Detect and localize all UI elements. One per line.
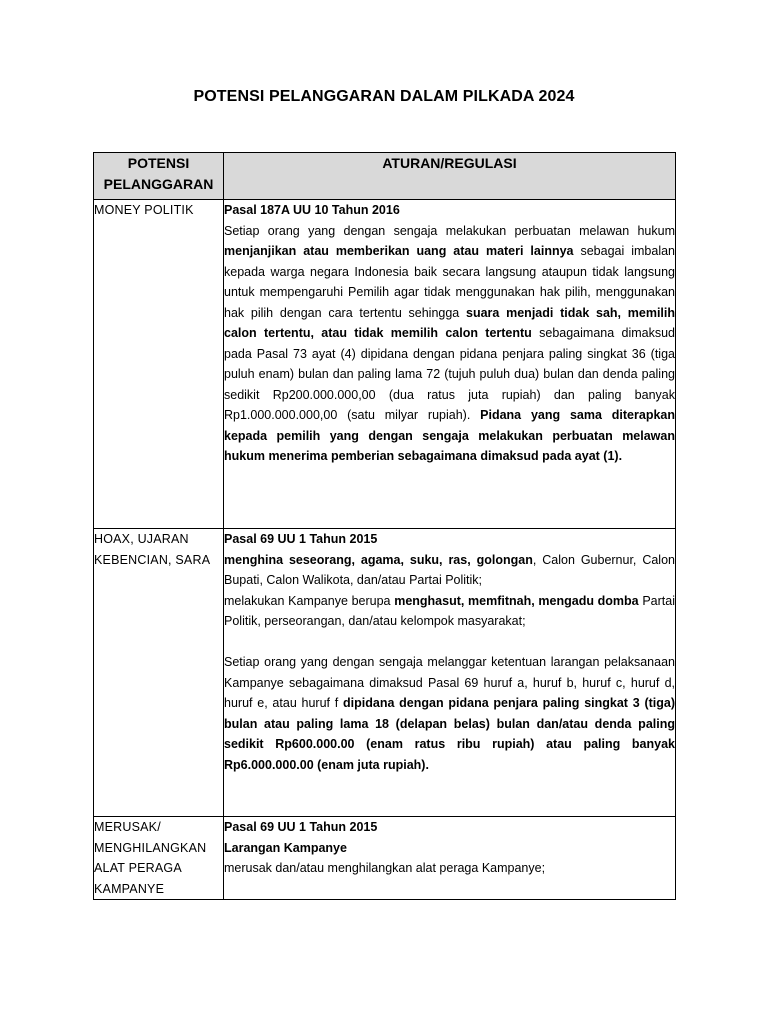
rule-text-segment: sebagai imbalan kepada warga negara Indonesia baik secara langsung ataupun tidak langsung untuk mempengaruhi Pemilih agar tidak menggunakan hak pilih, menggunakan hak pilih dengan cara tertentu sehingga [224,244,675,320]
row-category: MONEY POLITIK [94,200,224,529]
row-rule [224,200,676,529]
rule-paragraph [224,652,675,775]
header-potensi-pelanggaran [94,153,224,200]
rule-text-segment: Setiap orang yang dengan sengaja melanggar ketentuan larangan pelaksanaan Kampanye sebagaimana dimaksud Pasal 69 huruf a, huruf b, huruf c, huruf d, huruf e, atau huruf f [224,655,675,710]
regulation-table [93,152,676,900]
rule-text-segment: sebagaimana dimaksud pada Pasal 73 ayat (4) dipidana dengan pidana penjara paling singkat 36 (tiga puluh enam) bulan dan paling lama 72 (tujuh puluh dua) bulan dan denda paling sedikit Rp200.000.000,00 (dua ratus juta rupiah) dan paling banyak Rp1.000.000.000,00 (satu milyar rupiah). [224,326,675,422]
rule-paragraph [224,221,675,467]
table-header-row [94,153,676,200]
rule-paragraph [224,550,675,591]
row-category: HOAX, UJARAN KEBENCIAN, SARA [94,529,224,817]
table-row [94,817,676,900]
row-category: MERUSAK/ MENGHILANGKAN ALAT PERAGA KAMPANYE [94,817,224,900]
rule-text-segment: , Calon Gubernur, Calon Bupati, Calon Walikota, dan/atau Partai Politik; [224,552,675,587]
rule-title: Pasal 187A UU 10 Tahun 2016 [224,203,400,217]
rule-text-segment: Setiap orang yang dengan sengaja melakukan perbuatan melawan hukum [224,223,675,238]
header-col1-line1: POTENSI [127,155,190,171]
table-row [94,200,676,529]
rule-text-segment-bold: suara menjadi tidak sah, memilih calon tertentu, atau tidak memilih calon tertentu [224,305,676,340]
rule-text-segment-bold: menghasut, memfitnah, mengadu domba [394,593,639,608]
rule-text-segment-bold: menjanjikan atau memberikan uang atau materi lainnya [224,244,574,258]
table-row [94,529,676,817]
rule-text-segment-bold: Pidana yang sama diterapkan kepada pemilih yang dengan sengaja melakukan perbuatan melawan hukum menerima pemberian sebagaimana dimaksud pada ayat (1). [224,408,675,463]
rule-title: Pasal 69 UU 1 Tahun 2015 [224,532,378,546]
rule-paragraph: merusak dan/atau menghilangkan alat peraga Kampanye; [224,861,546,875]
header-aturan-regulasi: ATURAN/REGULASI [224,153,676,200]
rule-subtitle: Larangan Kampanye [224,840,347,855]
rule-text-segment-bold: menghina seseorang, agama, suku, ras, golongan [224,552,533,567]
rule-title: Pasal 69 UU 1 Tahun 2015 [224,820,378,834]
row-rule [224,529,676,817]
rule-text-segment: Partai Politik, perseorangan, dan/atau kelompok masyarakat; [224,593,675,628]
header-col1-line2: PELANGGARAN [103,176,214,192]
document-title: POTENSI PELANGGARAN DALAM PILKADA 2024 [193,88,575,105]
row-rule [224,817,676,900]
rule-paragraph [224,591,675,632]
rule-text-segment-bold: dipidana dengan pidana penjara paling singkat 3 (tiga) bulan atau paling lama 18 (delapan belas) bulan dan/atau denda paling sedikit Rp600.000.00 (enam ratus ribu rupiah) atau paling banyak Rp6.000.000.00 (enam juta rupiah). [224,696,675,772]
rule-text-segment: melakukan Kampanye berupa [224,593,395,608]
